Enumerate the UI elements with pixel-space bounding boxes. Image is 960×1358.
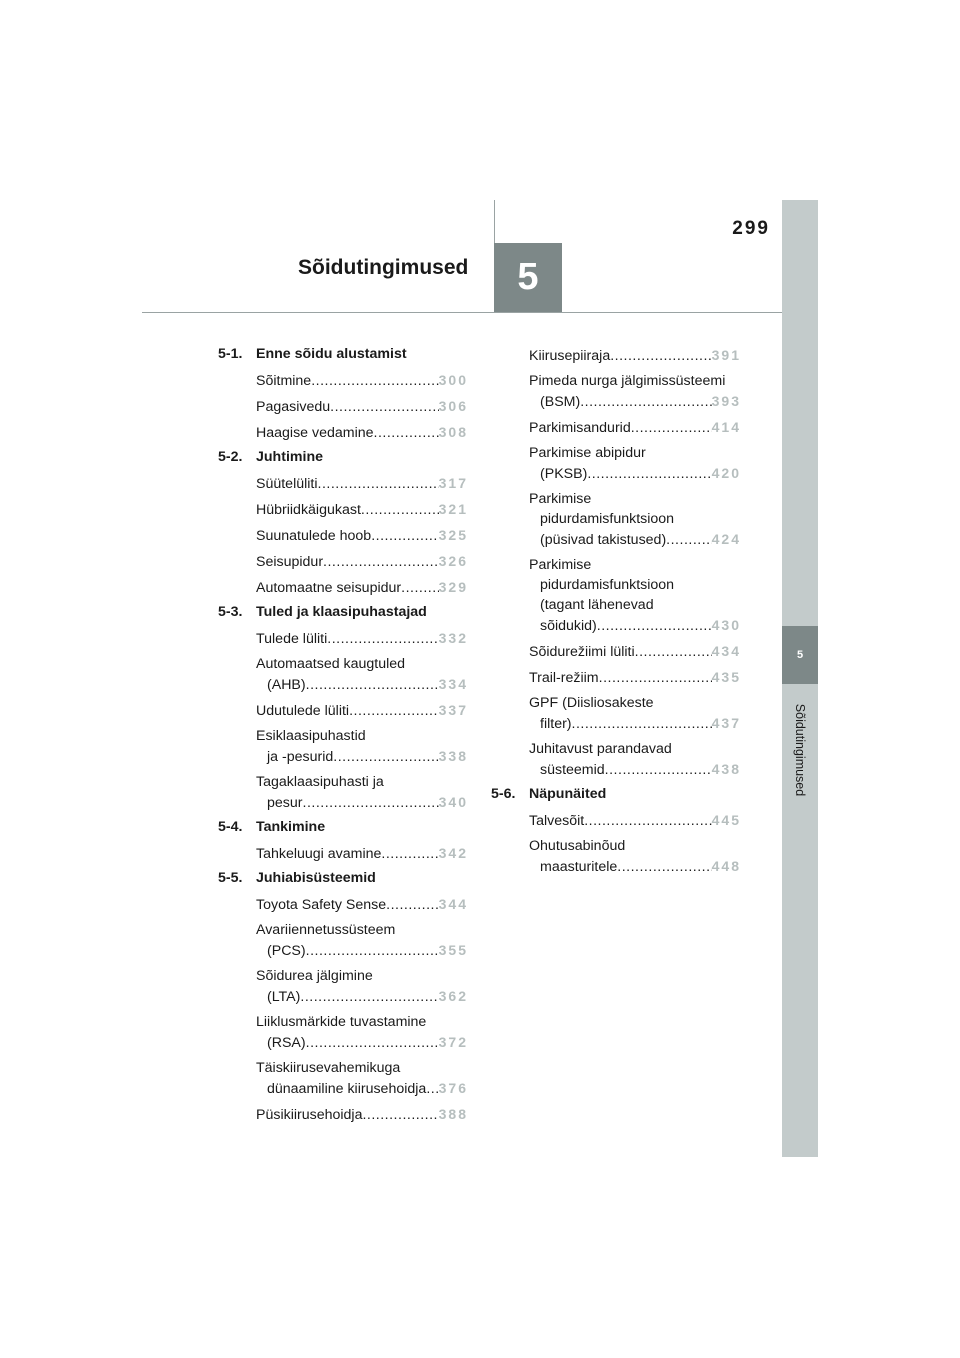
entry-text-line: Liiklusmärkide tuvastamine bbox=[256, 1014, 427, 1030]
entry-last-line bbox=[529, 759, 741, 780]
entry-last-line bbox=[256, 940, 468, 961]
entry-last-line bbox=[256, 396, 468, 417]
chapter-number-box: 5 bbox=[494, 243, 562, 312]
toc-entry[interactable] bbox=[256, 1012, 468, 1053]
page-reference[interactable]: 448 bbox=[711, 858, 741, 874]
entry-text: Toyota Safety Sense bbox=[256, 897, 387, 913]
entry-text-line: (tagant lähenevad bbox=[540, 597, 654, 613]
toc-entry[interactable] bbox=[256, 422, 468, 443]
section-number: 5-5. bbox=[218, 870, 243, 886]
dot-leader bbox=[426, 1079, 438, 1099]
toc-entry[interactable] bbox=[256, 1104, 468, 1125]
entry-last-line bbox=[256, 577, 468, 598]
toc-entry[interactable] bbox=[256, 370, 468, 391]
dot-leader bbox=[605, 760, 712, 780]
entry-last-line bbox=[256, 1032, 468, 1053]
dot-leader bbox=[361, 500, 439, 520]
entry-text: Seisupidur bbox=[256, 554, 324, 570]
toc-section bbox=[218, 448, 468, 598]
section-entries bbox=[218, 843, 468, 864]
toc-column-left bbox=[218, 345, 468, 1130]
page-reference[interactable]: 424 bbox=[711, 531, 741, 547]
page-reference[interactable]: 321 bbox=[438, 501, 468, 517]
dot-leader bbox=[631, 418, 712, 438]
entry-text: Pagasivedu bbox=[256, 399, 331, 415]
entry-last-line bbox=[256, 1104, 468, 1125]
chapter-title: Sõidutingimused bbox=[298, 256, 469, 279]
entry-last-line bbox=[256, 843, 468, 864]
entry-text-line: Pimeda nurga jälgimissüsteemi bbox=[529, 373, 726, 389]
section-entries bbox=[218, 628, 468, 813]
entry-last-line bbox=[256, 894, 468, 915]
page-reference[interactable]: 337 bbox=[438, 702, 468, 718]
entry-text: (BSM) bbox=[540, 394, 581, 410]
section-heading bbox=[491, 785, 741, 803]
entry-last-line bbox=[256, 628, 468, 649]
entry-text: (püsivad takistused) bbox=[540, 532, 667, 548]
page-reference[interactable]: 414 bbox=[711, 419, 741, 435]
entry-last-line bbox=[256, 700, 468, 721]
section-title: Juhtimine bbox=[256, 449, 324, 465]
entry-text-line: Avariiennetussüsteem bbox=[256, 922, 396, 938]
toc-section bbox=[218, 818, 468, 864]
dot-leader bbox=[610, 346, 711, 366]
dot-leader bbox=[303, 793, 439, 813]
toc-entry[interactable] bbox=[529, 810, 741, 831]
entry-text-line: Ohutusabinõud bbox=[529, 838, 626, 854]
page-reference[interactable]: 420 bbox=[711, 465, 741, 481]
entry-text-line: Täiskiirusevahemikuga bbox=[256, 1060, 401, 1076]
page-reference[interactable]: 326 bbox=[438, 553, 468, 569]
toc-entry[interactable] bbox=[256, 654, 468, 695]
toc-entry[interactable] bbox=[529, 555, 741, 636]
entry-last-line bbox=[529, 345, 741, 366]
entry-last-line bbox=[529, 463, 741, 484]
toc-entry[interactable] bbox=[256, 525, 468, 546]
page-reference[interactable]: 438 bbox=[711, 761, 741, 777]
page-reference[interactable]: 437 bbox=[711, 715, 741, 731]
dot-leader bbox=[306, 675, 439, 695]
toc-entry[interactable] bbox=[256, 473, 468, 494]
toc-entry[interactable] bbox=[529, 345, 741, 366]
dot-leader bbox=[323, 552, 439, 572]
entry-last-line bbox=[529, 713, 741, 734]
entry-text: Udutulede lüliti bbox=[256, 703, 350, 719]
toc-entry[interactable] bbox=[529, 836, 741, 877]
dot-leader bbox=[371, 526, 438, 546]
side-tab-number[interactable]: 5 bbox=[782, 626, 818, 684]
dot-leader bbox=[333, 747, 438, 767]
section-heading bbox=[218, 345, 468, 363]
page-reference[interactable]: 430 bbox=[711, 617, 741, 633]
dot-leader bbox=[311, 371, 438, 391]
entry-text-line: Sõidurea jälgimine bbox=[256, 968, 373, 984]
toc-entry[interactable] bbox=[256, 700, 468, 721]
toc-entry[interactable] bbox=[529, 443, 741, 484]
entry-text: pesur bbox=[267, 795, 303, 811]
page-reference[interactable]: 338 bbox=[438, 748, 468, 764]
toc-section bbox=[218, 345, 468, 443]
entry-text-line: Automaatsed kaugtuled bbox=[256, 656, 406, 672]
entry-text: ja -pesurid bbox=[267, 749, 334, 765]
section-number: 5-6. bbox=[491, 786, 516, 802]
dot-leader bbox=[300, 987, 438, 1007]
entry-last-line bbox=[256, 551, 468, 572]
entry-text-line: Parkimise abipidur bbox=[529, 445, 646, 461]
section-number: 5-2. bbox=[218, 449, 243, 465]
toc-entry[interactable] bbox=[256, 1058, 468, 1099]
page-reference[interactable]: 355 bbox=[438, 942, 468, 958]
section-title: Tuled ja klaasipuhastajad bbox=[256, 604, 427, 620]
dot-leader bbox=[362, 1105, 438, 1125]
toc-entry[interactable] bbox=[256, 894, 468, 915]
entry-text-line: Esiklaasipuhastid bbox=[256, 728, 366, 744]
toc-entry[interactable] bbox=[529, 489, 741, 550]
page-reference[interactable]: 306 bbox=[438, 398, 468, 414]
entry-last-line bbox=[256, 986, 468, 1007]
entry-last-line bbox=[256, 370, 468, 391]
entry-last-line bbox=[529, 641, 741, 662]
toc-section bbox=[491, 345, 741, 780]
section-entries bbox=[218, 894, 468, 1125]
toc-entry[interactable] bbox=[256, 966, 468, 1007]
section-title: Enne sõidu alustamist bbox=[256, 346, 407, 362]
page-reference[interactable]: 434 bbox=[711, 643, 741, 659]
entry-last-line bbox=[529, 529, 741, 550]
dot-leader bbox=[584, 811, 711, 831]
toc-entry[interactable] bbox=[529, 417, 741, 438]
page-reference[interactable]: 372 bbox=[438, 1034, 468, 1050]
entry-text-line: Parkimise bbox=[529, 557, 592, 573]
toc-entry[interactable] bbox=[256, 499, 468, 520]
section-title: Juhiabisüsteemid bbox=[256, 870, 376, 886]
toc-section bbox=[218, 603, 468, 813]
toc-entry[interactable] bbox=[256, 577, 468, 598]
section-number: 5-4. bbox=[218, 819, 243, 835]
entry-last-line bbox=[256, 422, 468, 443]
entry-text: Automaatne seisupidur bbox=[256, 580, 402, 596]
entry-text: Haagise vedamine bbox=[256, 425, 374, 441]
entry-text: Sõitmine bbox=[256, 373, 312, 389]
page-reference[interactable]: 342 bbox=[438, 845, 468, 861]
entry-text-line: pidurdamisfunktsioon bbox=[540, 577, 675, 593]
entry-text: (AHB) bbox=[267, 677, 306, 693]
dot-leader bbox=[306, 941, 439, 961]
dot-leader bbox=[580, 392, 711, 412]
dot-leader bbox=[617, 857, 711, 877]
toc-entry[interactable] bbox=[256, 920, 468, 961]
entry-text-line: Tagaklaasipuhasti ja bbox=[256, 774, 384, 790]
section-entries bbox=[218, 370, 468, 443]
entry-last-line bbox=[256, 499, 468, 520]
page-reference[interactable]: 317 bbox=[438, 475, 468, 491]
entry-text: Suunatulede hoob bbox=[256, 528, 372, 544]
section-entries bbox=[491, 810, 741, 877]
dot-leader bbox=[318, 474, 439, 494]
entry-text: Parkimisandurid bbox=[529, 420, 631, 436]
entry-text: (PKSB) bbox=[540, 466, 588, 482]
entry-text: Trail-režiim bbox=[529, 670, 599, 686]
dot-leader bbox=[666, 530, 711, 550]
entry-text: süsteemid bbox=[540, 762, 605, 778]
entry-text-line: Parkimise bbox=[529, 491, 592, 507]
dot-leader bbox=[572, 714, 712, 734]
side-tab-label: Sõidutingimused bbox=[793, 703, 807, 797]
section-heading bbox=[218, 448, 468, 466]
dot-leader bbox=[306, 1033, 439, 1053]
dot-leader bbox=[635, 642, 712, 662]
entry-text-line: GPF (Diisliosakeste bbox=[529, 695, 654, 711]
entry-last-line bbox=[256, 674, 468, 695]
entry-text: Hübriidkäigukast bbox=[256, 502, 361, 518]
page-reference[interactable]: 445 bbox=[711, 812, 741, 828]
section-title: Tankimine bbox=[256, 819, 326, 835]
entry-text: Talvesõit bbox=[529, 813, 585, 829]
page-reference[interactable]: 334 bbox=[438, 676, 468, 692]
toc-entry[interactable] bbox=[529, 371, 741, 412]
dot-leader bbox=[327, 629, 438, 649]
section-heading bbox=[218, 603, 468, 621]
page-reference[interactable]: 325 bbox=[438, 527, 468, 543]
page-reference[interactable]: 300 bbox=[438, 372, 468, 388]
entry-text: Süütelüliti bbox=[256, 476, 318, 492]
page-reference[interactable]: 376 bbox=[438, 1080, 468, 1096]
dot-leader bbox=[401, 578, 439, 598]
page-reference[interactable]: 388 bbox=[438, 1106, 468, 1122]
toc-entry[interactable] bbox=[529, 641, 741, 662]
page-reference[interactable]: 391 bbox=[711, 347, 741, 363]
toc-entry[interactable] bbox=[529, 667, 741, 688]
entry-last-line bbox=[256, 746, 468, 767]
page-reference[interactable]: 329 bbox=[438, 579, 468, 595]
toc-entry[interactable] bbox=[529, 693, 741, 734]
toc-column-right bbox=[491, 345, 741, 882]
entry-text: Kiirusepiiraja bbox=[529, 348, 611, 364]
entry-text: Tahkeluugi avamine bbox=[256, 846, 382, 862]
page-reference[interactable]: 344 bbox=[438, 896, 468, 912]
dot-leader bbox=[374, 423, 439, 443]
section-heading bbox=[218, 869, 468, 887]
entry-last-line bbox=[529, 856, 741, 877]
section-title: Näpunäited bbox=[529, 786, 607, 802]
dot-leader bbox=[386, 895, 439, 915]
page-number: 299 bbox=[732, 218, 770, 239]
toc-entry[interactable] bbox=[256, 772, 468, 813]
page-reference[interactable]: 362 bbox=[438, 988, 468, 1004]
entry-text-line: Juhitavust parandavad bbox=[529, 741, 672, 757]
toc-entry[interactable] bbox=[256, 843, 468, 864]
entry-text: (RSA) bbox=[267, 1035, 306, 1051]
toc-section bbox=[491, 785, 741, 877]
toc-entry[interactable] bbox=[256, 551, 468, 572]
entry-text: Sõidurežiimi lüliti bbox=[529, 644, 635, 660]
dot-leader bbox=[599, 668, 712, 688]
entry-text: sõidukid) bbox=[540, 618, 597, 634]
page-reference[interactable]: 340 bbox=[438, 794, 468, 810]
dot-leader bbox=[597, 616, 712, 636]
entry-text-line: pidurdamisfunktsioon bbox=[540, 511, 675, 527]
entry-text: (LTA) bbox=[267, 989, 301, 1005]
entry-last-line bbox=[529, 810, 741, 831]
toc-entry[interactable] bbox=[256, 396, 468, 417]
entry-text: (PCS) bbox=[267, 943, 306, 959]
toc-entry[interactable] bbox=[529, 739, 741, 780]
toc-entry[interactable] bbox=[256, 726, 468, 767]
section-entries bbox=[218, 473, 468, 598]
dot-leader bbox=[349, 701, 439, 721]
section-entries bbox=[491, 345, 741, 780]
entry-last-line bbox=[529, 667, 741, 688]
entry-last-line bbox=[256, 473, 468, 494]
section-number: 5-3. bbox=[218, 604, 243, 620]
entry-text: dünaamiline kiirusehoidja bbox=[267, 1081, 427, 1097]
section-heading bbox=[218, 818, 468, 836]
entry-last-line bbox=[256, 792, 468, 813]
entry-last-line bbox=[529, 391, 741, 412]
page-reference[interactable]: 435 bbox=[711, 669, 741, 685]
toc-section bbox=[218, 869, 468, 1125]
entry-text: maasturitele bbox=[540, 859, 618, 875]
header-divider-horizontal bbox=[142, 312, 782, 313]
entry-last-line bbox=[256, 525, 468, 546]
page-reference[interactable]: 393 bbox=[711, 393, 741, 409]
entry-text: Püsikiirusehoidja bbox=[256, 1107, 363, 1123]
dot-leader bbox=[381, 844, 438, 864]
entry-text: Tulede lüliti bbox=[256, 631, 328, 647]
dot-leader bbox=[330, 397, 438, 417]
page-reference[interactable]: 308 bbox=[438, 424, 468, 440]
entry-last-line bbox=[256, 1078, 468, 1099]
entry-text: filter) bbox=[540, 716, 572, 732]
dot-leader bbox=[587, 464, 711, 484]
page-reference[interactable]: 332 bbox=[438, 630, 468, 646]
section-number: 5-1. bbox=[218, 346, 243, 362]
entry-last-line bbox=[529, 615, 741, 636]
entry-last-line bbox=[529, 417, 741, 438]
toc-entry[interactable] bbox=[256, 628, 468, 649]
